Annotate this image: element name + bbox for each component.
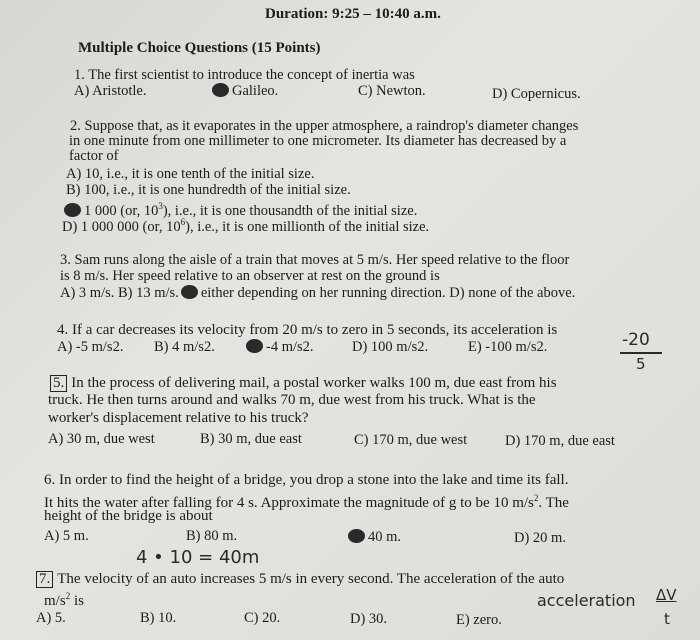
filled-bubble-icon bbox=[212, 83, 229, 97]
q5-line2: truck. He then turns around and walks 70 m, due west from his truck. What is the bbox=[48, 392, 536, 408]
q7-option-b: B) 10. bbox=[140, 610, 177, 626]
q5-option-b: B) 30 m, due east bbox=[200, 431, 302, 447]
q7-line2: $m/s^2$ is bbox=[44, 591, 84, 609]
filled-bubble-icon bbox=[348, 529, 365, 543]
q6-option-a: A) 5 m. bbox=[44, 528, 89, 544]
q3-line2: is 8 m/s. Her speed relative to an observer at rest on the ground is bbox=[60, 268, 440, 284]
q2-option-a: A) 10, i.e., it is one tenth of the initial size. bbox=[66, 166, 315, 182]
filled-bubble-icon bbox=[181, 285, 198, 299]
q4-option-d: D) 100 m/s2. bbox=[352, 339, 429, 355]
q6-option-c: 40 m. bbox=[348, 529, 401, 545]
q1-option-a: A) Aristotle. bbox=[74, 83, 147, 99]
q7-option-c: C) 20. bbox=[244, 610, 281, 626]
q4-handwritten-denominator: 5 bbox=[636, 355, 646, 373]
q6-handwritten-work: 4 • 10 = 40m bbox=[136, 547, 260, 568]
q7-handwritten-label: acceleration bbox=[537, 591, 636, 610]
filled-bubble-icon bbox=[246, 339, 263, 353]
q5-option-c: C) 170 m, due west bbox=[354, 432, 468, 448]
q2-option-b: B) 100, i.e., it is one hundredth of the initial size. bbox=[66, 182, 351, 198]
q6-line3: height of the bridge is about bbox=[44, 508, 213, 524]
q4-option-c: -4 m/s2. bbox=[246, 339, 314, 355]
q4-handwritten-fraction-bar bbox=[620, 352, 662, 354]
q4-option-e: E) -100 m/s2. bbox=[468, 339, 548, 355]
q5-line1: 5. In the process of delivering mail, a postal worker walks 100 m, due east from his bbox=[50, 375, 557, 392]
q1-stem: 1. The first scientist to introduce the concept of inertia was bbox=[74, 67, 415, 83]
q2-option-c: 1 000 (or, $10^3$), i.e., it is one thousandth of the initial size. bbox=[64, 198, 417, 219]
q3-line3: A) 3 m/s. B) 13 m/s. either depending on her running direction. D) none of the above. bbox=[60, 285, 576, 301]
q5-line3: worker's displacement relative to his truck? bbox=[48, 410, 309, 426]
q7-boxed-number: 7. bbox=[36, 571, 53, 588]
q2-line1: 2. Suppose that, as it evaporates in the upper atmosphere, a raindrop's diameter changes bbox=[70, 118, 579, 134]
q3-line1: 3. Sam runs along the aisle of a train that moves at 5 m/s. Her speed relative to the floor bbox=[60, 252, 570, 268]
q4-stem: 4. If a car decreases its velocity from 20 m/s to zero in 5 seconds, its acceleration is bbox=[57, 322, 558, 338]
q5-option-d: D) 170 m, due east bbox=[505, 433, 615, 449]
q7-handwritten-denominator: t bbox=[664, 610, 670, 628]
q7-line1: 7. The velocity of an auto increases 5 m/s in every second. The acceleration of the auto bbox=[36, 571, 564, 588]
q1-option-c: C) Newton. bbox=[358, 83, 426, 99]
q4-option-a: A) -5 m/s2. bbox=[57, 339, 124, 355]
q6-line1: 6. In order to find the height of a bridge, you drop a stone into the lake and time its fall. bbox=[44, 472, 569, 488]
q2-line2: in one minute from one millimeter to one micrometer. Its diameter has decreased by a bbox=[69, 133, 567, 149]
q6-line2: It hits the water after falling for 4 s. Approximate the magnitude of g to be 10 $m/s^2$. The bbox=[44, 493, 569, 511]
q4-handwritten-numerator: -20 bbox=[622, 330, 650, 350]
q5-boxed-number: 5. bbox=[50, 375, 67, 392]
q2-line3: factor of bbox=[69, 148, 119, 164]
q6-option-d: D) 20 m. bbox=[514, 530, 566, 546]
q4-option-b: B) 4 m/s2. bbox=[154, 339, 215, 355]
q7-handwritten-numerator: ΔV bbox=[656, 586, 677, 604]
q5-option-a: A) 30 m, due west bbox=[48, 431, 155, 447]
q6-option-b: B) 80 m. bbox=[186, 528, 238, 544]
q1-option-b-text: Galileo. bbox=[232, 83, 279, 99]
duration-header: Duration: 9:25 – 10:40 a.m. bbox=[265, 6, 441, 22]
section-title: Multiple Choice Questions (15 Points) bbox=[78, 40, 321, 56]
q7-option-d: D) 30. bbox=[350, 611, 388, 627]
q2-option-d: D) 1 000 000 (or, $10^6$), i.e., it is one millionth of the initial size. bbox=[62, 217, 430, 235]
q7-option-e: E) zero. bbox=[456, 612, 502, 628]
q1-option-d: D) Copernicus. bbox=[492, 86, 581, 102]
q7-option-a: A) 5. bbox=[36, 610, 66, 626]
q1-option-b bbox=[212, 83, 278, 99]
